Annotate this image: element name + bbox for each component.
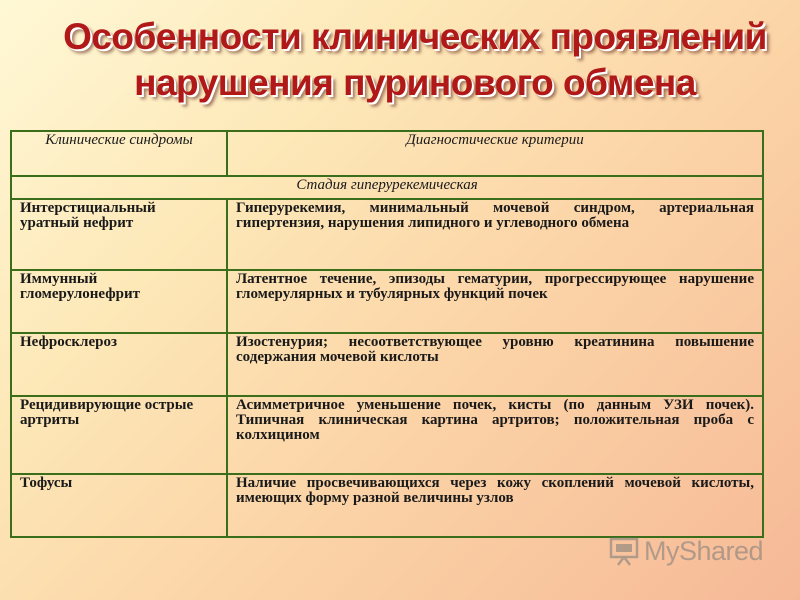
watermark-text: MyShared — [644, 535, 764, 566]
table-row — [11, 333, 763, 396]
syndrome-cell: Тофусы — [11, 474, 227, 537]
stage-row — [11, 176, 763, 199]
slide-title-line-1: Особенности клинических проявлений — [63, 16, 767, 57]
syndrome-cell: Иммунный гломерулонефрит — [11, 270, 227, 333]
syndrome-cell: Рецидивирующие острые артриты — [11, 396, 227, 474]
syndrome-cell: Нефросклероз — [11, 333, 227, 396]
criteria-cell: Наличие просвечивающихся через кожу скоплений мочевой кислоты, имеющих форму разной величины узлов — [227, 474, 763, 537]
table-header-row — [11, 131, 763, 176]
table-row — [11, 270, 763, 333]
stage-label: Стадия гиперурекемическая — [11, 176, 763, 199]
syndrome-cell: Интерстициальный уратный нефрит — [11, 199, 227, 270]
watermark — [608, 534, 763, 568]
presentation-board-icon — [608, 535, 640, 567]
criteria-cell: Гиперурекемия, минимальный мочевой синдром, артериальная гипертензия, нарушения липидного и углеводного обмена — [227, 199, 763, 270]
header-syndromes: Клинические синдромы — [11, 131, 227, 176]
criteria-cell: Изостенурия; несоответствующее уровню креатинина повышение содержания мочевой кислоты — [227, 333, 763, 396]
syndromes-table — [10, 130, 764, 538]
criteria-cell: Латентное течение, эпизоды гематурии, прогрессирующее нарушение гломерулярных и тубулярных функций почек — [227, 270, 763, 333]
table-row — [11, 199, 763, 270]
criteria-cell: Асимметричное уменьшение почек, кисты (по данным УЗИ почек). Типичная клиническая картина артритов; положительная проба с колхицином — [227, 396, 763, 474]
header-criteria: Диагностические критерии — [227, 131, 763, 176]
slide-title — [0, 14, 800, 106]
table-row — [11, 396, 763, 474]
slide-title-line-2: нарушения пуринового обмена — [134, 62, 696, 103]
table-row — [11, 474, 763, 537]
